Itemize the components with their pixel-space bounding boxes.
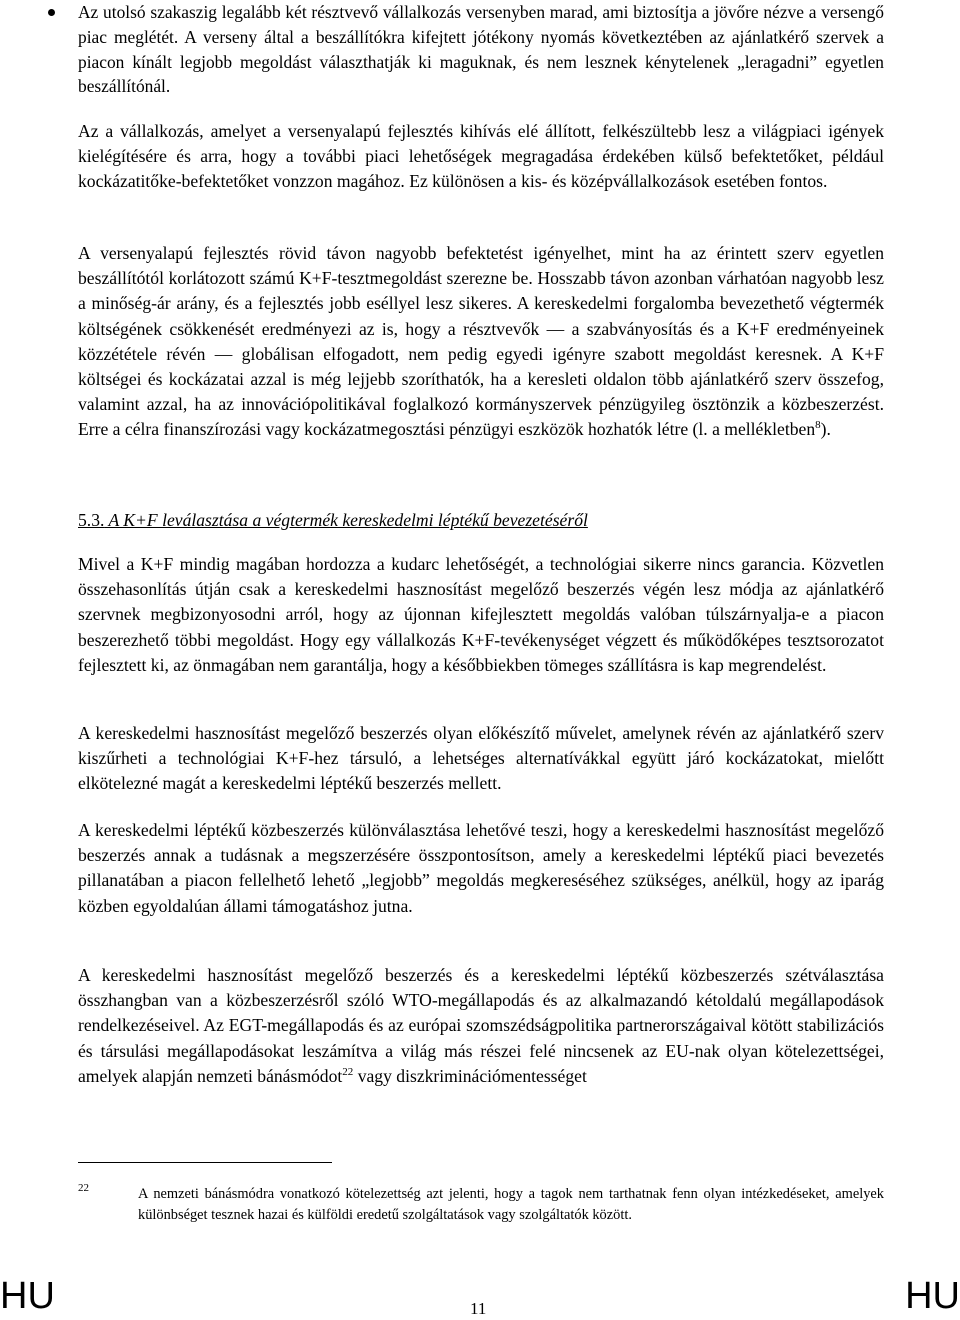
footnote-divider	[78, 1162, 332, 1163]
paragraph-2-text: A versenyalapú fejlesztés rövid távon nagyobb befektetést igényelhet, mint ha az érintett szerv egyetlen beszállítótól korlátozott számú K+F-tesztmegoldást szerezne be. Hosszabb távon azonban várhatóan nagyobb lesz a minőség-ár arány, és a fejlesztés jobb eséllyel lesz sikeres. A kereskedelmi forgalomba bevezethető végtermék költségének csökkenését eredményezi az is, hogy a résztvevők — a szabványosítás és a K+F eredményeinek közzététele révén — globálisan elfogadott, nem pedig egyedi igényre szabott megoldást keresnek. A K+F költségei és kockázatai azzal is még lejjebb szoríthatók, ha a keresleti oldalon több ajánlatkérő szerv összefog, valamint azzal, ha az innovációpolitikával foglalkozó kormányszervek pénzügyileg ösztönzik a közbeszerzést. Erre a célra finanszírozási vagy kockázatmegosztási pénzügyi eszközök hozhatók létre (l. a mellékletben	[78, 243, 884, 440]
footnote-ref-22: 22	[342, 1065, 354, 1078]
paragraph-3: Mivel a K+F mindig magában hordozza a kudarc lehetőségét, a technológiai sikerre nincs garancia. Közvetlen összehasonlítás útján csak a kereskedelmi hasznosítást megelőző beszerzés végén lesz módja az ajánlatkérő szervnek megbizonyosodni arról, hogy az újonnan kifejlesztett megoldás valóban túlszárnyalja-e a piacon beszerezhető többi megoldást. Hogy egy vállalkozás K+F-tevékenységet végzett és működőképes tesztsorozatot fejlesztett ki, az önmagában nem garantálja, hogy a későbbiekben tömeges szállításra is kap megrendelést.	[78, 554, 884, 675]
footnote-text: A nemzeti bánásmódra vonatkozó kötelezettség azt jelenti, hogy a tagok nem tarthatnak fenn olyan intézkedéseket, amelyek különbséget tesznek hazai és külföldi eredetű szolgáltatások vagy szolgáltatók között.	[138, 1186, 884, 1223]
paragraph-6-text: A kereskedelmi hasznosítást megelőző beszerzés és a kereskedelmi léptékű közbeszerzés szétválasztása összhangban van a közbeszerzésről szóló WTO-megállapodás és az alkalmazandó kétoldalú megállapodások rendelkezéseivel. Az EGT-megállapodás és az európai szomszédságpolitika partnerországaival kötött stabilizációs és társulási megállapodásokat leszámítva a világ más részei felé nincsenek az EU-nak olyan kötelezettségei, amelyek alapján nemzeti bánásmódot	[78, 965, 884, 1086]
footnote-ref-8: 8	[815, 419, 821, 432]
paragraph-6-end: vagy diszkriminációmentességet	[353, 1065, 587, 1086]
paragraph-2	[78, 241, 884, 443]
bullet-item	[78, 0, 884, 99]
paragraph-4: A kereskedelmi hasznosítást megelőző beszerzés olyan előkészítő művelet, amelynek révén az ajánlatkérő szerv kiszűrheti a technológiai K+F-hez társuló, a lehetséges alternatívákkal együtt járó kockázatokat, mielőtt elkötelezné magát a kereskedelmi léptékű beszerzés mellett.	[78, 723, 884, 794]
language-label-left: HU	[0, 1275, 55, 1317]
footnote-mark: 22	[78, 1182, 89, 1194]
section-heading	[78, 508, 588, 533]
paragraph-2-end: ).	[820, 419, 831, 440]
paragraph-6	[78, 963, 884, 1089]
bullet-dot-icon	[48, 9, 55, 16]
section-title: A K+F leválasztása a végtermék kereskedelmi léptékű bevezetéséről	[108, 510, 588, 530]
language-label-right: HU	[905, 1275, 960, 1317]
bullet-text: Az utolsó szakaszig legalább két résztvevő vállalkozás versenyben marad, ami biztosítja a jövőre nézve a versengő piac meglétét. A verseny által a beszállítókra kifejtett jótékony nyomás következtében az ajánlatkérő szervek a piacon kínált legjobb megoldást választhatják ki maguknak, és nem lesznek kénytelenek „leragadni” egyetlen beszállítónál.	[78, 2, 884, 97]
paragraph-1: Az a vállalkozás, amelyet a versenyalapú fejlesztés kihívás elé állított, felkészültebb lesz a világpiaci igények kielégítésére és arra, hogy a további piaci lehetőségek megragadása érdekében külső befektetőket, például kockázatitőke-befektetőket vonzzon magához. Ez különösen a kis- és középvállalkozások esetében fontos.	[78, 121, 884, 192]
page-number: 11	[470, 1299, 487, 1318]
section-number: 5.3.	[78, 510, 105, 530]
paragraph-5: A kereskedelmi léptékű közbeszerzés különválasztása lehetővé teszi, hogy a kereskedelmi hasznosítást megelőző beszerzés annak a tudásnak a megszerzésére összpontosítson, amely a kereskedelmi léptékű piaci bevezetés pillanatában a piacon fellelhető lehető „legjobb” megoldás megkereséséhez szükséges, anélkül, hogy az iparág közben egyoldalúan állami támogatáshoz jutna.	[78, 820, 884, 916]
